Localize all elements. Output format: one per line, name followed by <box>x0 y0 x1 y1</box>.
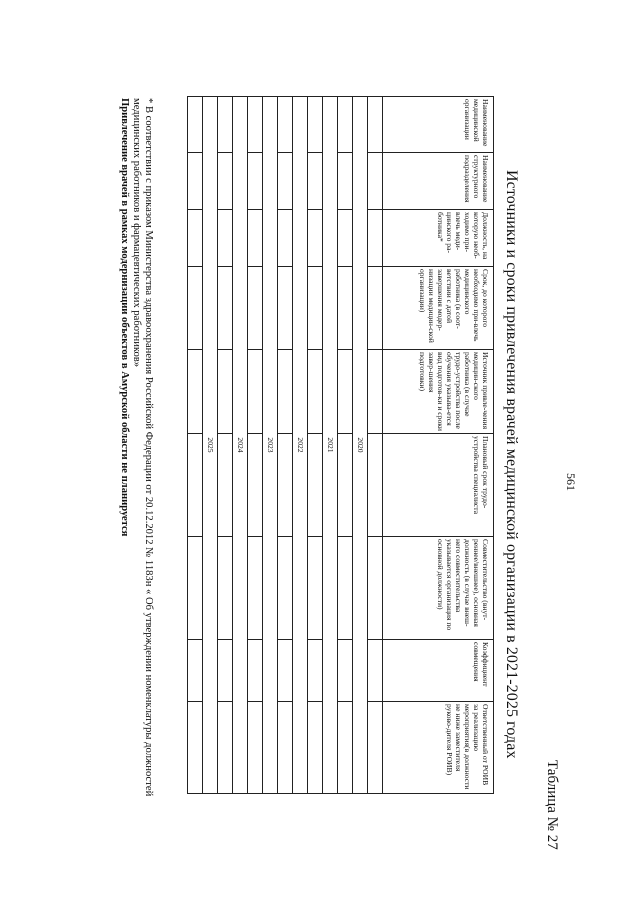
table-cell <box>308 267 323 350</box>
table-row <box>248 97 263 794</box>
year-row <box>233 97 248 794</box>
table-cell <box>368 267 383 350</box>
table-cell <box>368 702 383 794</box>
table-cell <box>248 702 263 794</box>
table-cell <box>188 537 203 640</box>
column-header: Срок, до которого необходимо при-влечь медицинского работника (в соот-ветствии с датой завершения модер-низации медицин-ской организации) <box>383 267 494 350</box>
table-cell <box>218 702 233 794</box>
column-header: Наименование медицинской организации <box>383 97 494 153</box>
column-header: Источник привле-чения медицин-ского работника (в случае трудо-устройства после обучения указыва-ется вид подготов-ки и сроки завер-шения подготовки) <box>383 350 494 434</box>
header-row <box>383 97 494 794</box>
table-cell <box>188 702 203 794</box>
year-row <box>293 97 308 794</box>
column-header: Совместительство (внут-реннее/внешнее), основная должность (в случае внеш-него совместительства указывается организация по основной должности) <box>383 537 494 640</box>
footnote: * В соответствии с приказом Министерства здравоохранения Российской Федерации от 20.12.2012 № 1183н « Об утверждении номенклатуры должностей медицинских работников и фармацевтических работников» <box>131 98 154 797</box>
table-cell <box>338 537 353 640</box>
table-cell <box>338 434 353 537</box>
table-cell <box>188 350 203 434</box>
column-header: Плановый срок трудо-устройства специалиста <box>383 434 494 537</box>
table-cell <box>218 97 233 153</box>
table-cell <box>278 640 293 702</box>
table-cell <box>188 153 203 210</box>
table-row <box>218 97 233 794</box>
table-cell <box>308 537 323 640</box>
table-cell <box>308 210 323 267</box>
table-cell <box>278 350 293 434</box>
table-cell <box>278 537 293 640</box>
table-cell <box>338 97 353 153</box>
table-cell <box>248 267 263 350</box>
table-cell <box>368 97 383 153</box>
table-cell <box>308 702 323 794</box>
table-cell <box>218 350 233 434</box>
year-row <box>323 97 338 794</box>
table-cell <box>308 434 323 537</box>
table-cell <box>308 640 323 702</box>
table-cell <box>278 210 293 267</box>
table-row <box>368 97 383 794</box>
column-header: Ответственный от РОИВ за реализацию мероприятия(в должности не ниже заместителя руково-дителя РОИВ) <box>383 702 494 794</box>
table-cell <box>248 210 263 267</box>
year-label: 2021 <box>323 97 338 794</box>
table-cell <box>368 537 383 640</box>
column-header: Должность, на которую необ-ходимо при-влечь меди-цинского ра-ботника* <box>383 210 494 267</box>
column-header: Наименование структурного подразделения <box>383 153 494 210</box>
year-label: 2020 <box>353 97 368 794</box>
year-row <box>263 97 278 794</box>
table-cell <box>248 537 263 640</box>
table-cell <box>338 350 353 434</box>
table-cell <box>338 210 353 267</box>
table-cell <box>188 640 203 702</box>
table-row <box>308 97 323 794</box>
table-cell <box>308 350 323 434</box>
year-row <box>203 97 218 794</box>
table-cell <box>278 434 293 537</box>
year-label: 2022 <box>293 97 308 794</box>
table-cell <box>338 267 353 350</box>
table-cell <box>218 434 233 537</box>
table-cell <box>218 267 233 350</box>
table-number: Таблица № 27 <box>544 760 560 850</box>
column-header: Коэффициент совмещения <box>383 640 494 702</box>
table-row <box>278 97 293 794</box>
table-cell <box>188 210 203 267</box>
table-cell <box>278 97 293 153</box>
table-cell <box>248 640 263 702</box>
table-cell <box>248 350 263 434</box>
table-cell <box>188 434 203 537</box>
table-cell <box>338 702 353 794</box>
year-label: 2024 <box>233 97 248 794</box>
table-cell <box>188 267 203 350</box>
bold-note: Привлечение врачей в рамках модернизации объектов в Амурской области не планируется <box>119 98 130 537</box>
table-cell <box>248 153 263 210</box>
table-cell <box>368 153 383 210</box>
table-row <box>188 97 203 794</box>
page-title: Источники и сроки привлечения врачей медицинской организации в 2021-2025 годах <box>503 170 520 759</box>
year-label: 2023 <box>263 97 278 794</box>
table-cell <box>188 97 203 153</box>
year-row <box>353 97 368 794</box>
table-cell <box>218 640 233 702</box>
table-cell <box>368 640 383 702</box>
table-cell <box>218 210 233 267</box>
table-cell <box>218 537 233 640</box>
table-cell <box>368 434 383 537</box>
table-cell <box>308 153 323 210</box>
staffing-table <box>187 96 494 794</box>
year-label: 2025 <box>203 97 218 794</box>
table-cell <box>368 210 383 267</box>
table-cell <box>248 97 263 153</box>
table-cell <box>368 350 383 434</box>
table-cell <box>308 97 323 153</box>
table-cell <box>338 153 353 210</box>
table-cell <box>248 434 263 537</box>
table-cell <box>218 153 233 210</box>
table-cell <box>338 640 353 702</box>
table-row <box>338 97 353 794</box>
page-number: 561 <box>564 473 578 491</box>
table-cell <box>278 702 293 794</box>
table-cell <box>278 267 293 350</box>
table-cell <box>278 153 293 210</box>
